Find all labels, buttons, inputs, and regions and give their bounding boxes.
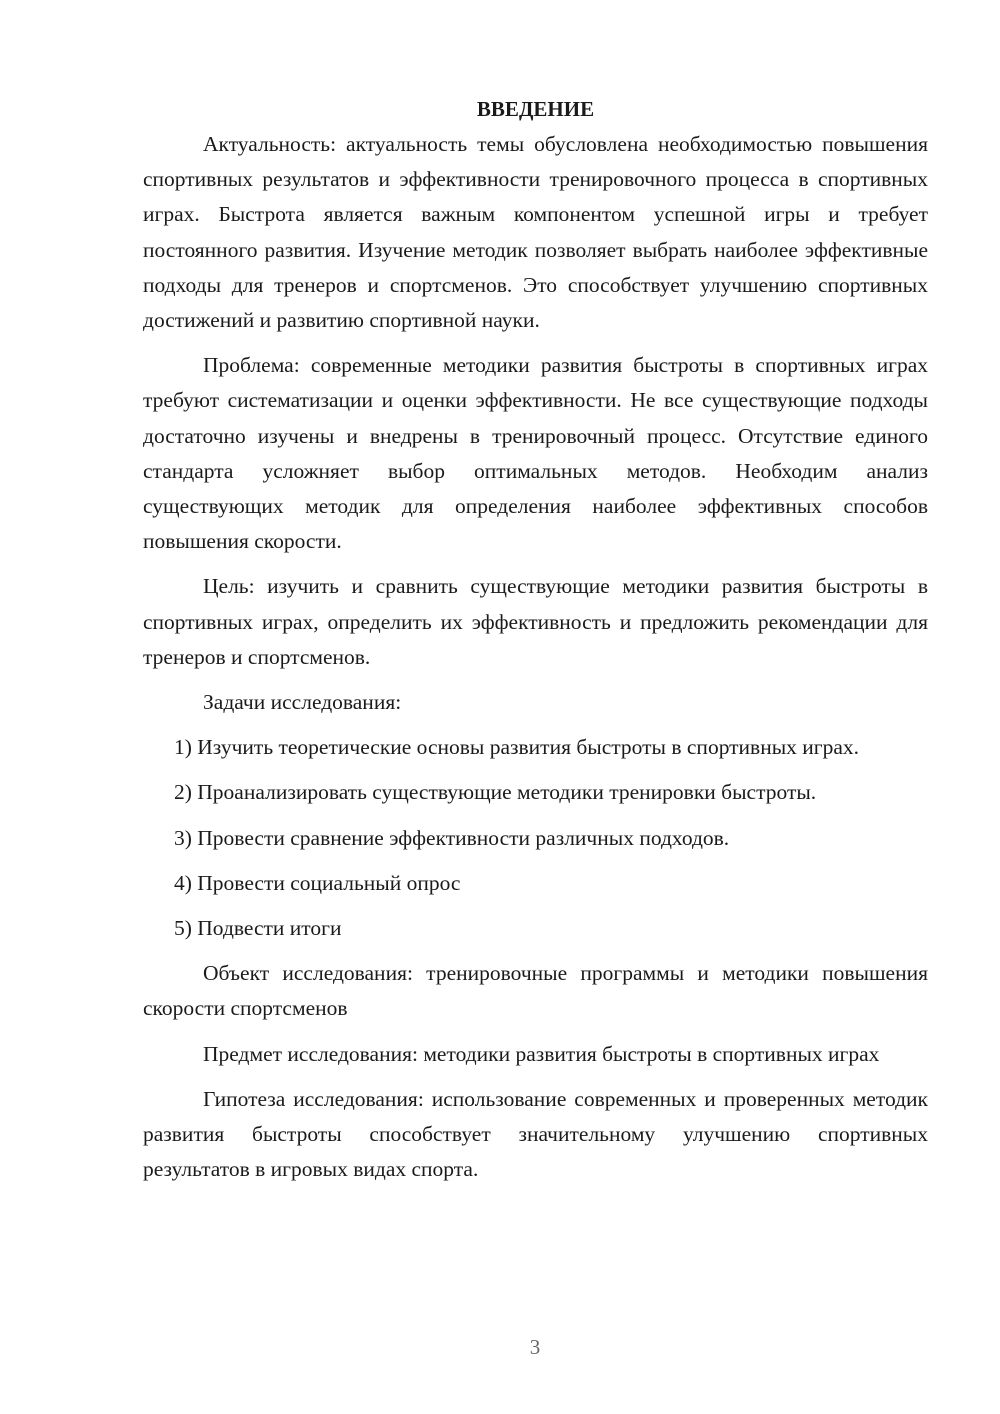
page-number: 3 [529,1335,541,1359]
relevance-paragraph: Актуальность: актуальность темы обусловлена необходимостью повышения спортивных результатов и эффективности тренировочного процесса в спортивных играх. Быстрота является важным компонентом успешной игры и требует постоянного развития. Изучение методик позволяет выбрать наиболее эффективные подходы для тренеров и спортсменов. Это способствует улучшению спортивных достижений и развитию спортивной науки. [143,132,928,333]
task-item: 4) Провести социальный опрос [174,870,461,895]
task-item: 5) Подвести итоги [174,916,342,941]
subject-paragraph: Предмет исследования: методики развития быстроты в спортивных играх [203,1041,880,1066]
document-page [143,92,928,1197]
tasks-heading: Задачи исследования: [203,690,402,715]
hypothesis-paragraph: Гипотеза исследования: использование современных и проверенных методик развития быстроты способствует значительному улучшению спортивных результатов в игровых видах спорта. [143,1086,928,1182]
object-paragraph: Объект исследования: тренировочные программы и методики повышения скорости спортсменов [143,961,928,1021]
task-item: 3) Провести сравнение эффективности различных подходов. [174,825,730,850]
task-item: 2) Проанализировать существующие методики тренировки быстроты. [174,780,817,805]
task-item: 1) Изучить теоретические основы развития быстроты в спортивных играх. [174,735,860,760]
goal-paragraph: Цель: изучить и сравнить существующие методики развития быстроты в спортивных играх, определить их эффективность и предложить рекомендации для тренеров и спортсменов. [143,574,928,669]
section-title: ВВЕДЕНИЕ [476,97,595,121]
problem-paragraph: Проблема: современные методики развития быстроты в спортивных играх требуют систематизации и оценки эффективности. Не все существующие подходы достаточно изучены и внедрены в тренировочный процесс. Отсутствие единого стандарта усложняет выбор оптимальных методов. Необходим анализ существующих методик для определения наиболее эффективных способов повышения скорости. [143,353,928,554]
